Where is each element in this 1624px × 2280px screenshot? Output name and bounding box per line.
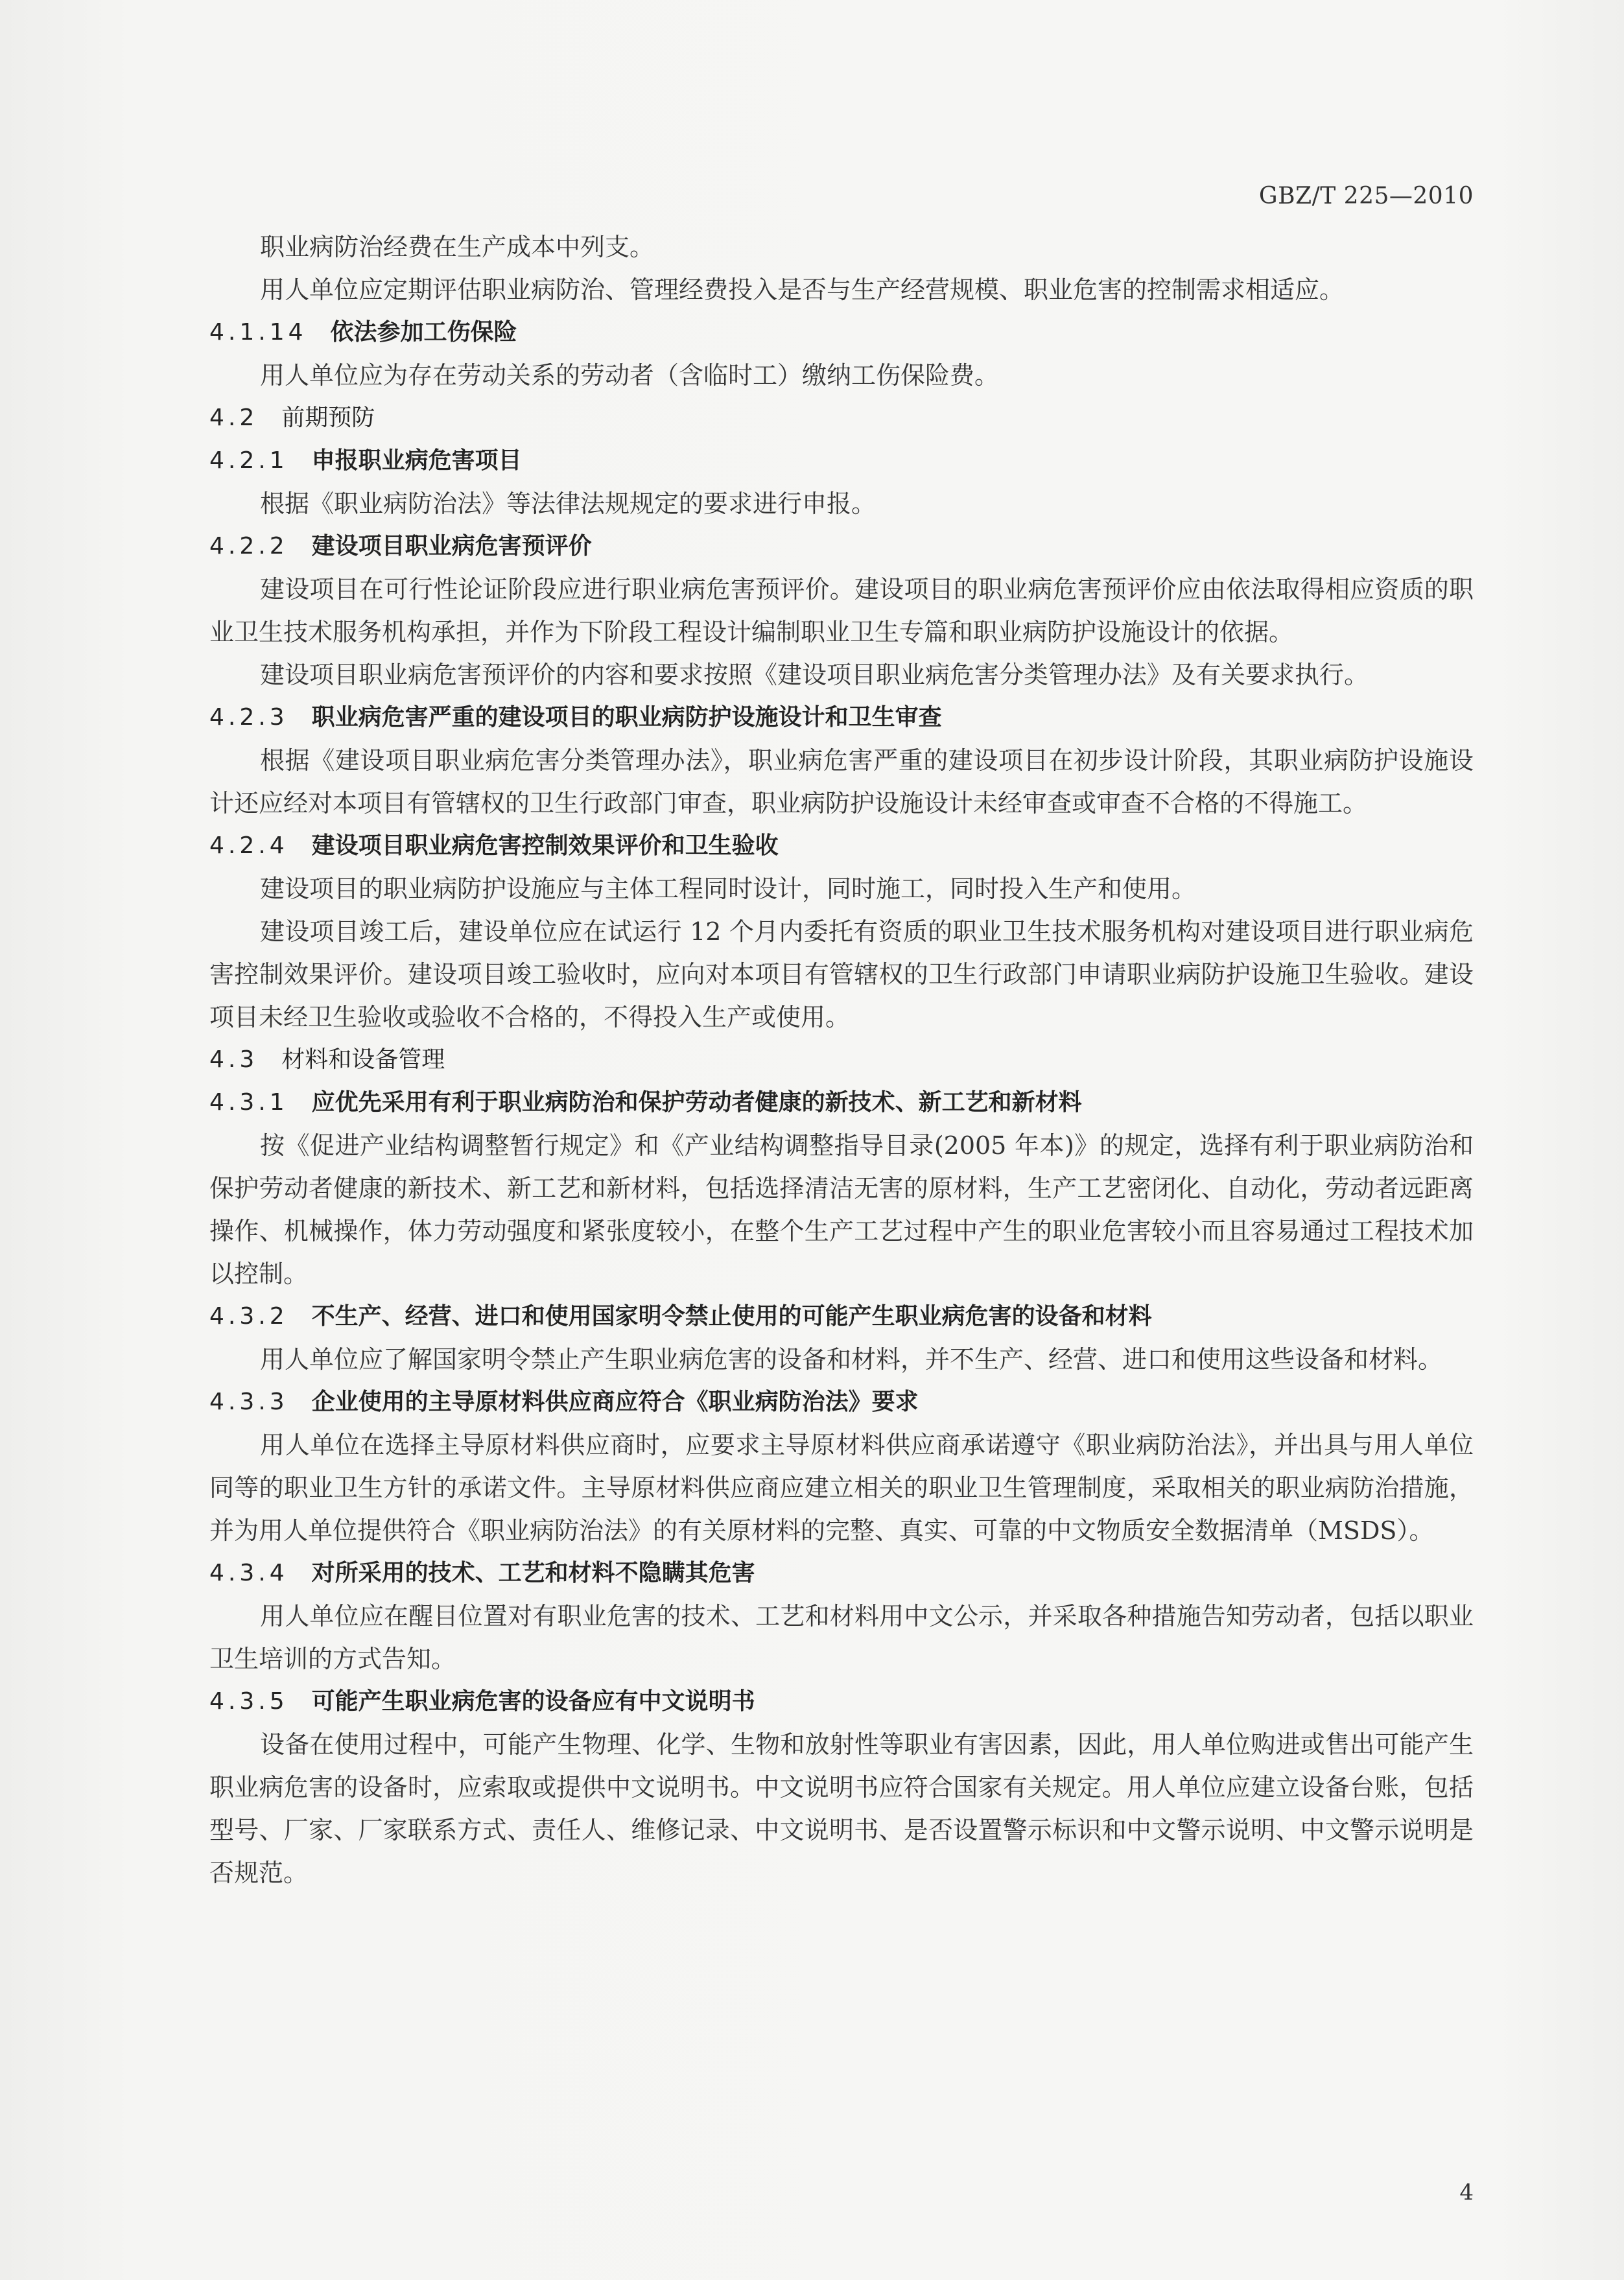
section-number: 4.3.3 xyxy=(209,1389,288,1415)
paragraph: 建设项目职业病危害预评价的内容和要求按照《建设项目职业病危害分类管理办法》及有关要求执行。 xyxy=(260,661,1369,689)
section-heading xyxy=(209,1295,1474,1338)
paragraph: 用人单位应为存在劳动关系的劳动者（含临时工）缴纳工伤保险费。 xyxy=(260,361,1000,390)
paragraph: 根据《建设项目职业病危害分类管理办法》，职业病危害严重的建设项目在初步设计阶段，其职业病防护设施设计还应经对本项目有管辖权的卫生行政部门审查，职业病防护设施设计未经审查或审查不合格的不得施工。 xyxy=(209,746,1474,817)
section-heading xyxy=(209,1081,1474,1124)
section-title: 材料和设备管理 xyxy=(281,1046,445,1073)
section-heading xyxy=(209,397,1474,440)
section-title: 不生产、经营、进口和使用国家明令禁止使用的可能产生职业病危害的设备和材料 xyxy=(311,1303,1152,1330)
paragraph: 用人单位应了解国家明令禁止产生职业病危害的设备和材料，并不生产、经营、进口和使用这些设备和材料。 xyxy=(260,1345,1443,1374)
paragraph: 用人单位在选择主导原材料供应商时，应要求主导原材料供应商承诺遵守《职业病防治法》，并出具与用人单位同等的职业卫生方针的承诺文件。主导原材料供应商应建立相关的职业卫生管理制度，采取相关的职业病防治措施，并为用人单位提供符合《职业病防治法》的有关原材料的完整、真实、可靠的中文物质安全数据清单（MSDS）。 xyxy=(209,1431,1474,1545)
section-heading xyxy=(209,1552,1474,1595)
section-number: 4.3.2 xyxy=(209,1303,288,1330)
paragraph: 建设项目在可行性论证阶段应进行职业病危害预评价。建设项目的职业病危害预评价应由依法取得相应资质的职业卫生技术服务机构承担，并作为下阶段工程设计编制职业卫生专篇和职业病防护设施设计的依据。 xyxy=(209,575,1474,646)
section-title: 申报职业病危害项目 xyxy=(311,447,522,474)
section-heading xyxy=(209,440,1474,482)
section-number: 4.2.3 xyxy=(209,704,288,731)
paragraph: 按《促进产业结构调整暂行规定》和《产业结构调整指导目录(2005 年本)》的规定，选择有利于职业病防治和保护劳动者健康的新技术、新工艺和新材料，包括选择清洁无害的原材料，生产工艺密闭化、自动化，劳动者远距离操作、机械操作，体力劳动强度和紧张度较小，在整个生产工艺过程中产生的职业危害较小而且容易通过工程技术加以控制。 xyxy=(209,1131,1474,1288)
section-heading xyxy=(209,525,1474,568)
document-body xyxy=(209,226,1474,1894)
section-number: 4.3.4 xyxy=(209,1560,288,1586)
section-number: 4.2 xyxy=(209,405,259,431)
section-number: 4.3.5 xyxy=(209,1688,288,1715)
section-number: 4.2.2 xyxy=(209,533,288,559)
section-title: 建设项目职业病危害预评价 xyxy=(311,533,592,559)
section-title: 建设项目职业病危害控制效果评价和卫生验收 xyxy=(311,832,779,859)
paragraph: 用人单位应在醒目位置对有职业危害的技术、工艺和材料用中文公示，并采取各种措施告知劳动者，包括以职业卫生培训的方式告知。 xyxy=(209,1602,1474,1673)
paragraph: 用人单位应定期评估职业病防治、管理经费投入是否与生产经营规模、职业危害的控制需求相适应。 xyxy=(260,276,1345,304)
section-heading xyxy=(209,311,1474,354)
section-title: 可能产生职业病危害的设备应有中文说明书 xyxy=(311,1688,755,1715)
section-heading xyxy=(209,1381,1474,1424)
section-title: 对所采用的技术、工艺和材料不隐瞒其危害 xyxy=(311,1560,755,1586)
paragraph: 职业病防治经费在生产成本中列支。 xyxy=(260,233,655,261)
standard-code: GBZ/T 225—2010 xyxy=(1258,183,1474,209)
section-heading xyxy=(209,1680,1474,1723)
section-title: 企业使用的主导原材料供应商应符合《职业病防治法》要求 xyxy=(311,1389,919,1415)
paragraph: 根据《职业病防治法》等法律法规规定的要求进行申报。 xyxy=(260,489,877,518)
paragraph: 建设项目的职业病防护设施应与主体工程同时设计，同时施工，同时投入生产和使用。 xyxy=(260,875,1197,903)
section-title: 前期预防 xyxy=(281,405,375,431)
section-number: 4.2.1 xyxy=(209,447,288,474)
section-number: 4.3 xyxy=(209,1046,259,1073)
page-number: 4 xyxy=(1459,2180,1474,2205)
section-title: 职业病危害严重的建设项目的职业病防护设施设计和卫生审查 xyxy=(311,704,942,731)
section-heading xyxy=(209,1039,1474,1081)
section-number: 4.2.4 xyxy=(209,832,288,859)
paragraph: 设备在使用过程中，可能产生物理、化学、生物和放射性等职业有害因素，因此，用人单位购进或售出可能产生职业病危害的设备时，应索取或提供中文说明书。中文说明书应符合国家有关规定。用人单位应建立设备台账，包括型号、厂家、厂家联系方式、责任人、维修记录、中文说明书、是否设置警示标识和中文警示说明、中文警示说明是否规范。 xyxy=(209,1730,1474,1887)
section-title: 依法参加工伤保险 xyxy=(330,319,517,346)
section-number: 4.1.14 xyxy=(209,319,307,346)
paragraph: 建设项目竣工后，建设单位应在试运行 12 个月内委托有资质的职业卫生技术服务机构对建设项目进行职业病危害控制效果评价。建设项目竣工验收时，应向对本项目有管辖权的卫生行政部门申请职业病防护设施卫生验收。建设项目未经卫生验收或验收不合格的，不得投入生产或使用。 xyxy=(209,917,1474,1031)
section-heading xyxy=(209,696,1474,739)
section-number: 4.3.1 xyxy=(209,1089,288,1116)
section-heading xyxy=(209,825,1474,867)
section-title: 应优先采用有利于职业病防治和保护劳动者健康的新技术、新工艺和新材料 xyxy=(311,1089,1082,1116)
